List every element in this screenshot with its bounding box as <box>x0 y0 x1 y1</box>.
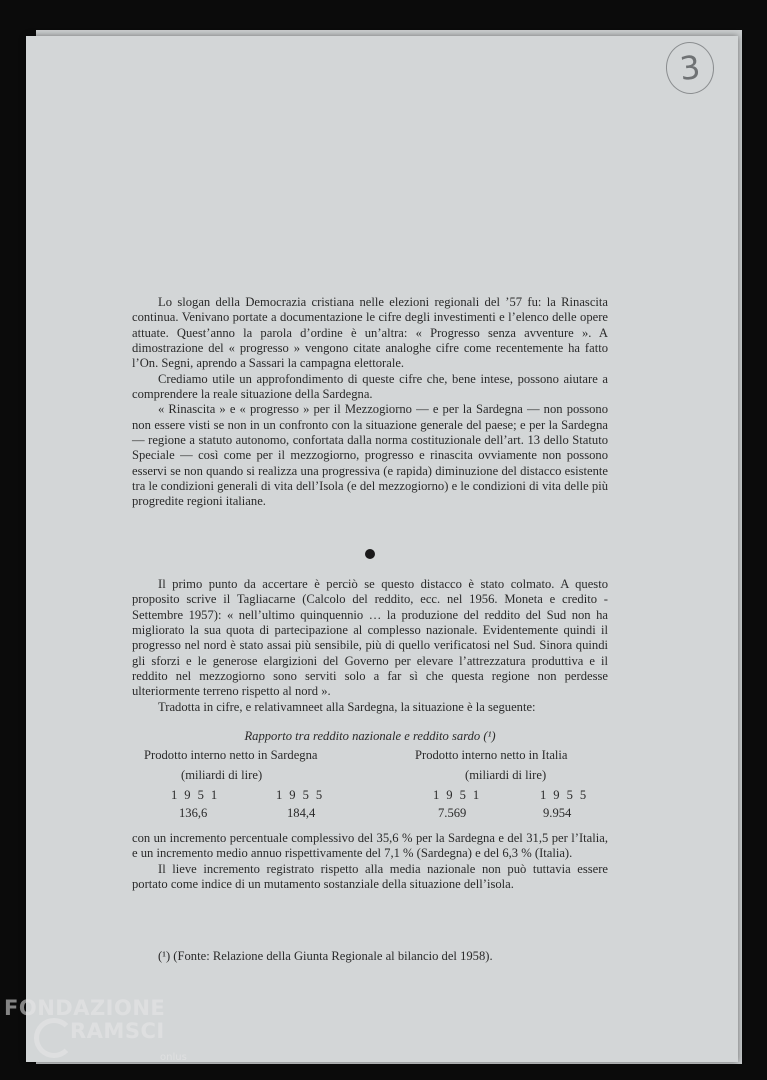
table-unit-italia: (miliardi di lire) <box>465 768 547 782</box>
table-title: Rapporto tra reddito nazionale e reddito sardo (¹) <box>244 729 496 743</box>
watermark-line-2: RAMSCI <box>70 1019 165 1043</box>
intro-section <box>132 295 608 510</box>
section-divider-dot <box>365 549 375 559</box>
table-heading-sardegna: Prodotto interno netto in Sardegna <box>144 748 318 762</box>
section2-paragraph-2: Tradotta in cifre, e relativamneet alla Sardegna, la situazione è la seguente: <box>158 699 536 714</box>
watermark-line-1: FONDAZIONE <box>4 996 166 1020</box>
footnote: (¹) (Fonte: Relazione della Giunta Regionale al bilancio del 1958). <box>158 949 493 963</box>
watermark-g-logo-icon <box>34 1018 74 1058</box>
section2-paragraph-1: Il primo punto da accertare è perciò se questo distacco è stato colmato. A questo proposito scrive il Tagliacarne (Calcolo del reddito, ecc. nel 1956. Moneta e credito - Settembre 1957): « nell’ultimo quinquennio … la produzione del reddito del Sud non ha migliorato la sua quota di partecipazione al complesso nazionale. Evidentemente quindi il progresso nel nord è stato assai più sensibile, più di quello verificatosi nel Sud. Sinora quindi gli sforzi e le generose elargizioni del Governo per elevare l’attrezzatura produttiva e il reddito nel mezzogiorno sono serviti solo a far sì che questa regione non perdesse ulteriormente terreno rispetto al nord ». <box>132 577 608 699</box>
table-value-italia-2: 9.954 <box>543 806 572 820</box>
intro-paragraph-3: « Rinascita » e « progresso » per il Mezzogiorno — e per la Sardegna — non possono non essere visti se non in un confronto con la situazione generale del paese; e per la Sardegna — regione a statuto autonomo, confortata dalla norma costituzionale dell’art. 13 dello Statuto Speciale — così come per il mezzogiorno, progresso e rinascita ovviamente non possono esservi se non quando si realizza una progressiva (e rapida) diminuzione del distacco esistente tra le condizioni generali di vita dell’Isola (e del mezzogiorno) e le condizioni di vita delle più progredite regioni italiane. <box>132 402 608 509</box>
table-year-sardegna-1: 1951 <box>171 788 225 802</box>
fondazione-gramsci-watermark <box>4 996 194 1076</box>
intro-paragraph-1: Lo slogan della Democrazia cristiana nelle elezioni regionali del ’57 fu: la Rinascita continua. Venivano portate a documentazione le cifre degli investimenti e l’elenco delle opere attuate. Quest’anno la parola d’ordine è un’altra: « Progresso senza avventure ». A dimostrazione del « progresso » vengono citate analoghe cifre come recentemente ha fatto l’On. Segni, aprendo a Sassari la campagna elettorale. <box>132 295 608 371</box>
page-number-handwritten: 3 <box>663 40 716 97</box>
section3-paragraph-1: con un incremento percentuale complessivo del 35,6 % per la Sardegna e del 31,5 per l’Italia, e un incremento medio annuo rispettivamente del 7,1 % (Sardegna) e del 6,3 % (Italia). <box>132 831 608 861</box>
table-value-sardegna-2: 184,4 <box>287 806 316 820</box>
intro-paragraph-2: Crediamo utile un approfondimento di queste cifre che, bene intese, possono aiutare a comprendere la reale situazione della Sardegna. <box>132 371 608 402</box>
section3-paragraph-2: Il lieve incremento registrato rispetto alla media nazionale non può tuttavia essere portato come indice di un mutamento sostanziale della situazione dell’isola. <box>132 861 608 892</box>
table-value-italia-1: 7.569 <box>438 806 467 820</box>
second-section <box>132 577 608 715</box>
document-page <box>26 36 738 1062</box>
table-year-sardegna-2: 1955 <box>276 788 330 802</box>
table-year-italia-1: 1951 <box>433 788 487 802</box>
table-unit-sardegna: (miliardi di lire) <box>181 768 263 782</box>
third-section <box>132 831 608 892</box>
table-value-sardegna-1: 136,6 <box>179 806 208 820</box>
table-year-italia-2: 1955 <box>540 788 594 802</box>
table-heading-italia: Prodotto interno netto in Italia <box>415 748 568 762</box>
watermark-line-3: onlus <box>160 1052 187 1063</box>
